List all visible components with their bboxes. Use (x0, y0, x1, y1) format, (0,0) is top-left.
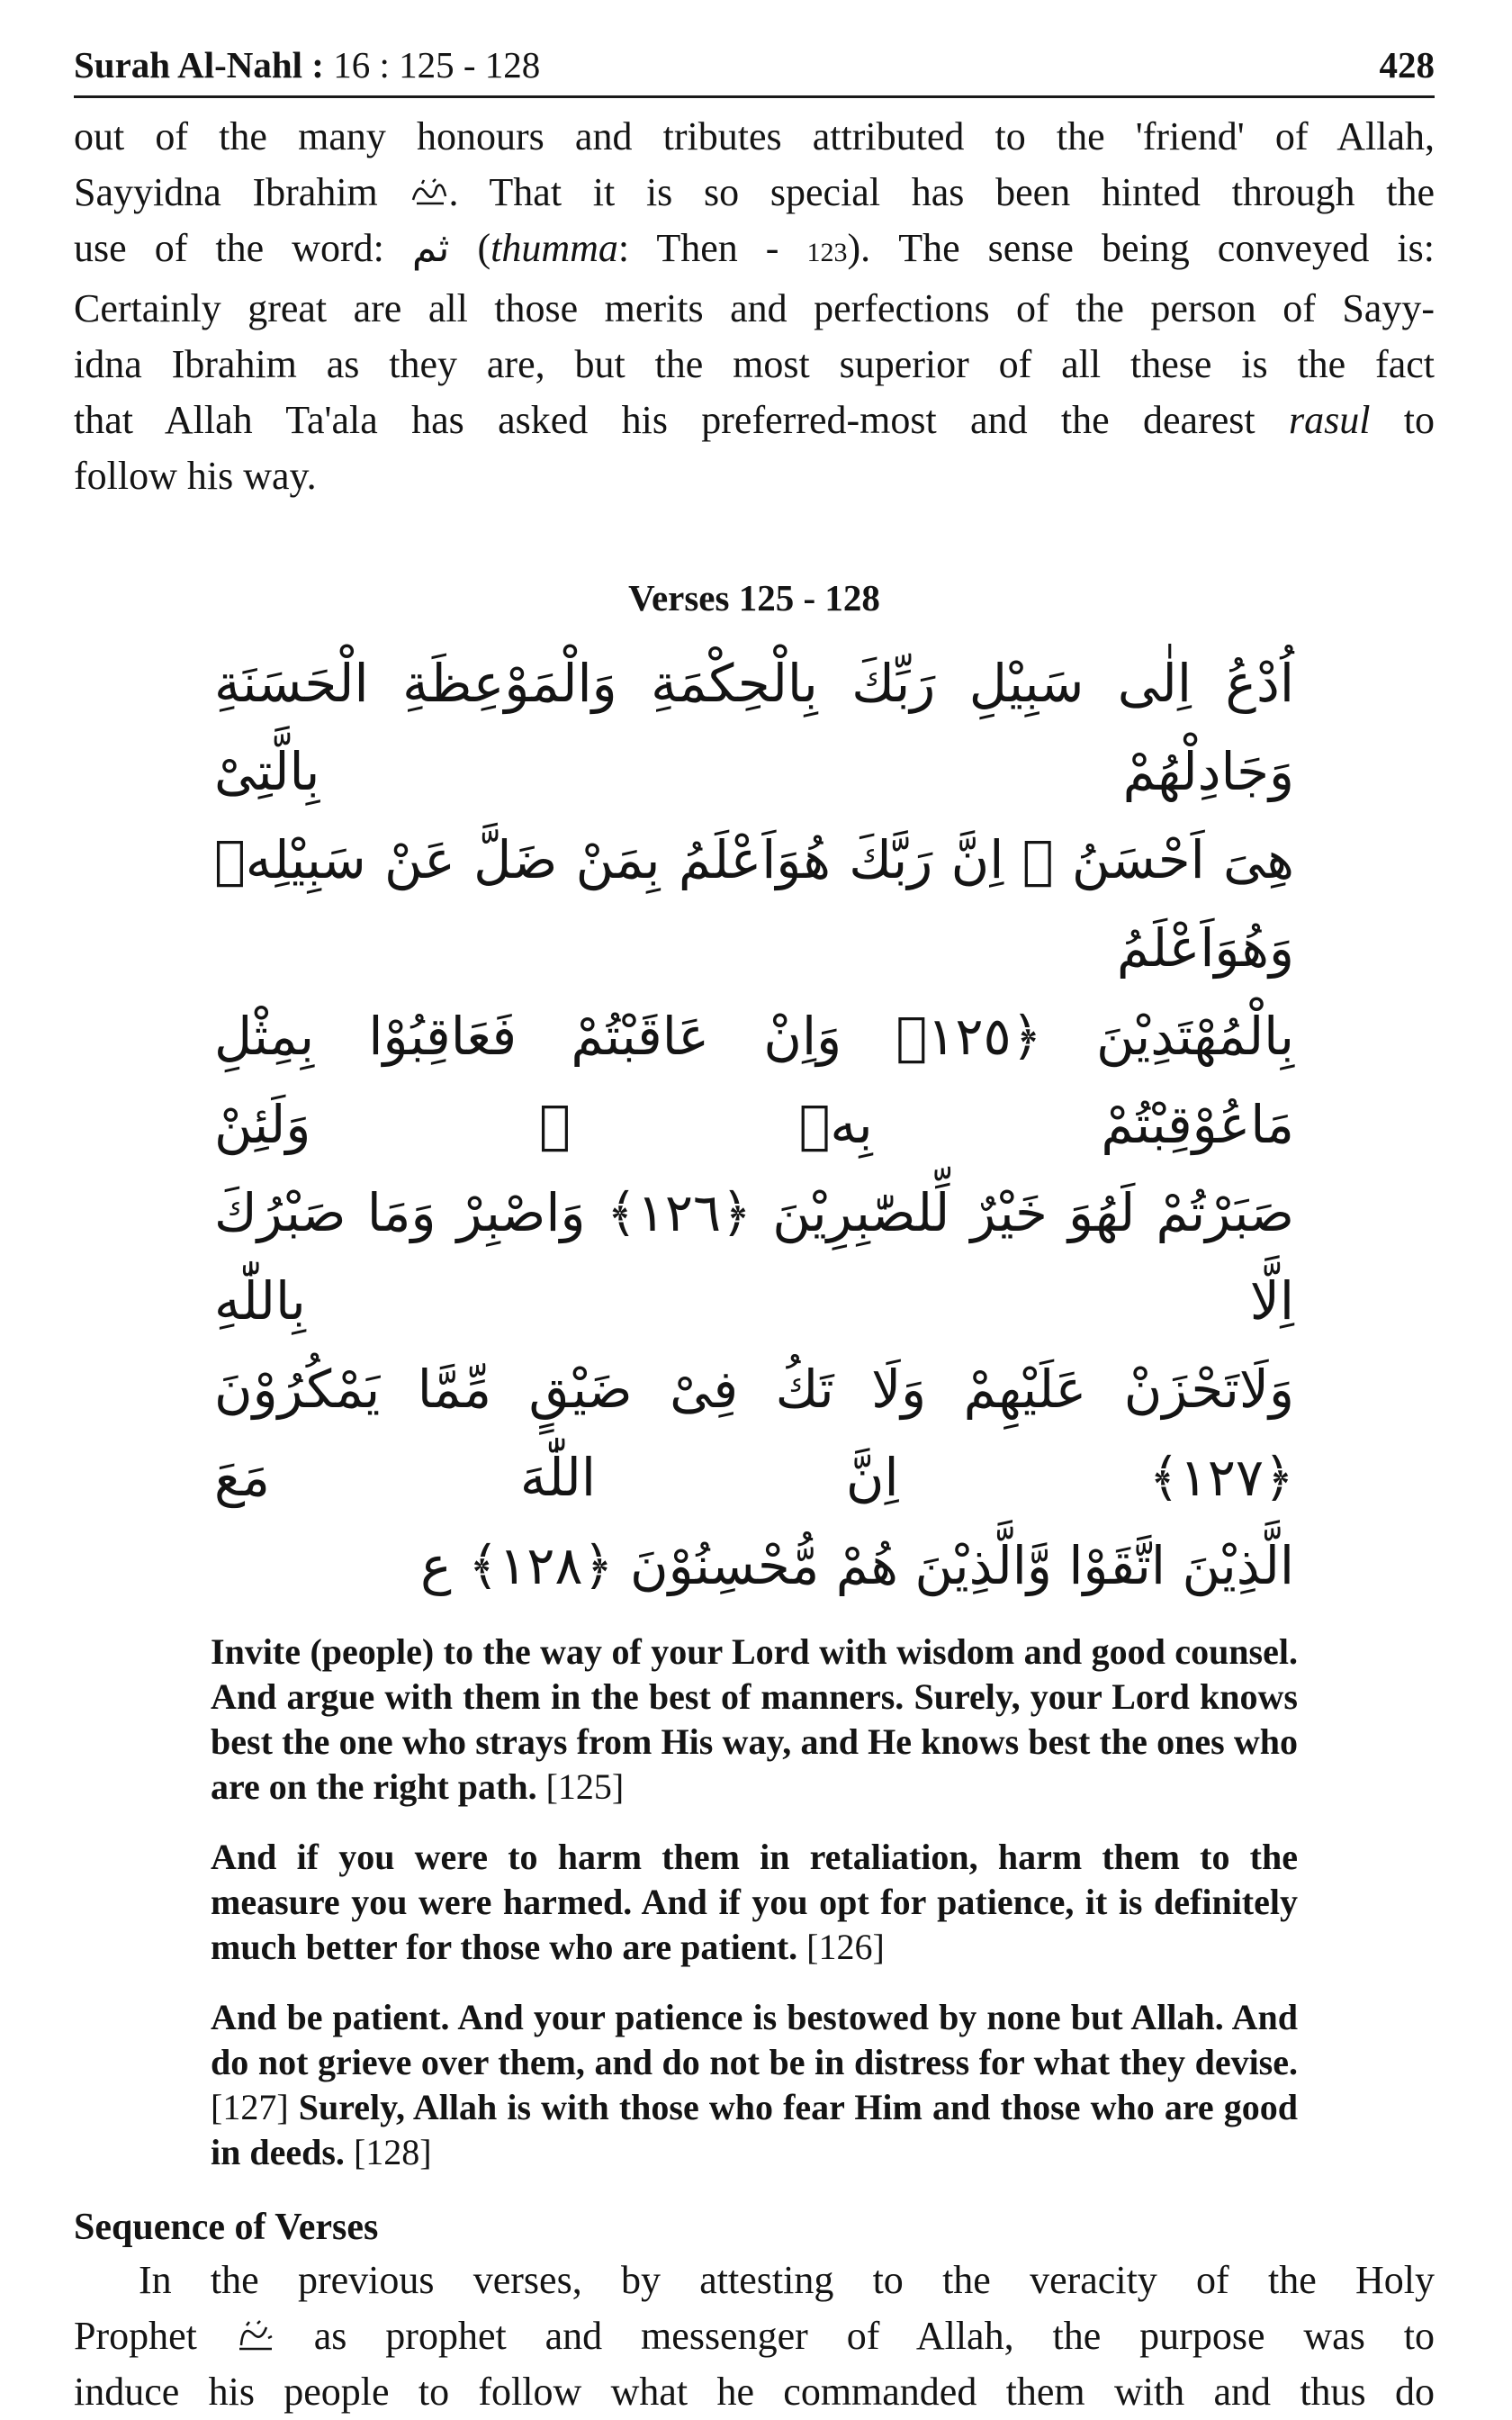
text-run: as prophet and messenger of Allah, the purpose was to (274, 2314, 1435, 2358)
text-run: Prophet (74, 2314, 236, 2358)
italic-word: rasul (1288, 398, 1371, 442)
translation-verse-126 (211, 1835, 1298, 1970)
text-run: idna Ibrahim as they are, but the most superior of all these is the fact (74, 342, 1435, 386)
text-run: to (1370, 398, 1436, 442)
text-run: that Allah Ta'ala has asked his preferred-most and the dearest (74, 398, 1289, 442)
translation-text: And if you were to harm them in retaliation, harm them to the measure you were harmed. And if you opt for patience, it is definitely much better for those who are patient. (211, 1837, 1298, 1967)
intro-line-5 (74, 337, 1435, 393)
arabic-line: وَلَاتَحْزَنْ عَلَيْهِمْ وَلَا تَكُ فِىْ ضَيْقٍ مِّمَّا يَمْكُرُوْنَ ﴿١٢٧﴾ اِنَّ اللّٰهَ مَعَ (214, 1359, 1294, 1508)
running-header (74, 43, 1435, 98)
text-run: . That it is so special has been hinted through the (448, 170, 1435, 214)
arabic-line: صَبَرْتُمْ لَهُوَ خَيْرٌ لِّلصّٰبِرِيْنَ ﴿١٢٦﴾ وَاصْبِرْ وَمَا صَبْرُكَ اِلَّا بِاللّٰهِ (214, 1182, 1295, 1332)
salutation-ligature-icon (236, 2318, 275, 2352)
header-surah: Surah Al-Nahl : (74, 44, 324, 86)
verses-heading: Verses 125 - 128 (628, 577, 880, 619)
text-run: ). The sense being conveyed is: (847, 226, 1435, 270)
arabic-word: ثم (411, 225, 450, 271)
intro-line-6 (74, 393, 1435, 448)
text-run: Sayyidna Ibrahim (74, 170, 410, 214)
arabic-line: اُدْعُ اِلٰى سَبِيْلِ رَبِّكَ بِالْحِكْمَةِ وَالْمَوْعِظَةِ الْحَسَنَةِ وَجَادِلْهُمْ بِالَّتِىْ (214, 653, 1294, 802)
arabic-verses (214, 639, 1294, 1610)
text-run: In the previous verses, by attesting to the veracity of the Holy (139, 2258, 1435, 2302)
text-run: : Then - (617, 226, 807, 270)
intro-line-3 (74, 221, 1435, 281)
text-run: induce his people to follow what he commanded them with and thus do (74, 2370, 1435, 2414)
italic-word: thumma (490, 226, 618, 270)
arabic-line: هِىَ اَحْسَنُ ۗ اِنَّ رَبَّكَ هُوَاَعْلَمُ بِمَنْ ضَلَّ عَنْ سَبِيْلِهٖ وَهُوَاَعْلَمُ (214, 829, 1294, 979)
translation-text: Invite (people) to the way of your Lord with wisdom and good counsel. And argue with them in the best of manners. Surely, your Lord knows best the one who strays from His way, and He knows best the ones who are on the right path. (211, 1631, 1298, 1807)
verse-number: [128] (353, 2132, 432, 2172)
header-title (74, 43, 540, 86)
translation-verse-127-128 (211, 1995, 1298, 2175)
arabic-line: بِالْمُهْتَدِيْنَ ﴿١٢٥﴾ وَاِنْ عَاقَبْتُمْ فَعَاقِبُوْا بِمِثْلِ مَاعُوْقِبْتُمْ بِهٖ ۗ وَلَئِنْ (214, 1006, 1294, 1155)
verse-number: [125] (545, 1766, 625, 1807)
intro-line-7 (74, 448, 1435, 504)
arabic-line: الَّذِيْنَ اتَّقَوْا وَّالَّذِيْنَ هُمْ مُّحْسِنُوْنَ ﴿١٢٨﴾ ع (420, 1535, 1294, 1596)
translation-text: And be patient. And your patience is bestowed by none but Allah. And do not grieve over them, and do not be in distress for what they devise. (211, 1997, 1298, 2082)
intro-line-4 (74, 281, 1435, 337)
text-run: follow his way. (74, 454, 317, 498)
text-run: Certainly great are all those merits and perfections of the person of Sayy- (74, 286, 1435, 330)
page-number: 428 (1379, 44, 1435, 86)
document-page (74, 43, 1435, 2420)
sequence-line-1 (74, 2253, 1435, 2308)
sequence-line-3 (74, 2364, 1435, 2420)
sequence-paragraph (74, 2253, 1435, 2420)
translation-block (211, 1630, 1298, 2175)
translation-text: Surely, Allah is with those who fear Him and those who are good in deeds. (211, 2087, 1299, 2172)
intro-line-1 (74, 109, 1435, 165)
verse-ref: 123 (806, 238, 848, 267)
intro-line-2 (74, 165, 1435, 221)
text-run: out of the many honours and tributes attributed to the 'friend' of Allah, (74, 114, 1435, 158)
verse-number: [126] (806, 1927, 885, 1967)
sequence-heading: Sequence of Verses (74, 2207, 379, 2248)
text-run: ( (449, 226, 491, 270)
sequence-line-2 (74, 2308, 1435, 2364)
translation-verse-125 (211, 1630, 1298, 1810)
header-reference: 16 : 125 - 128 (333, 44, 541, 86)
text-run: use of the word: (74, 226, 412, 270)
intro-paragraph (74, 109, 1435, 504)
salutation-ligature-icon (410, 175, 449, 209)
verse-number: [127] (211, 2087, 289, 2127)
